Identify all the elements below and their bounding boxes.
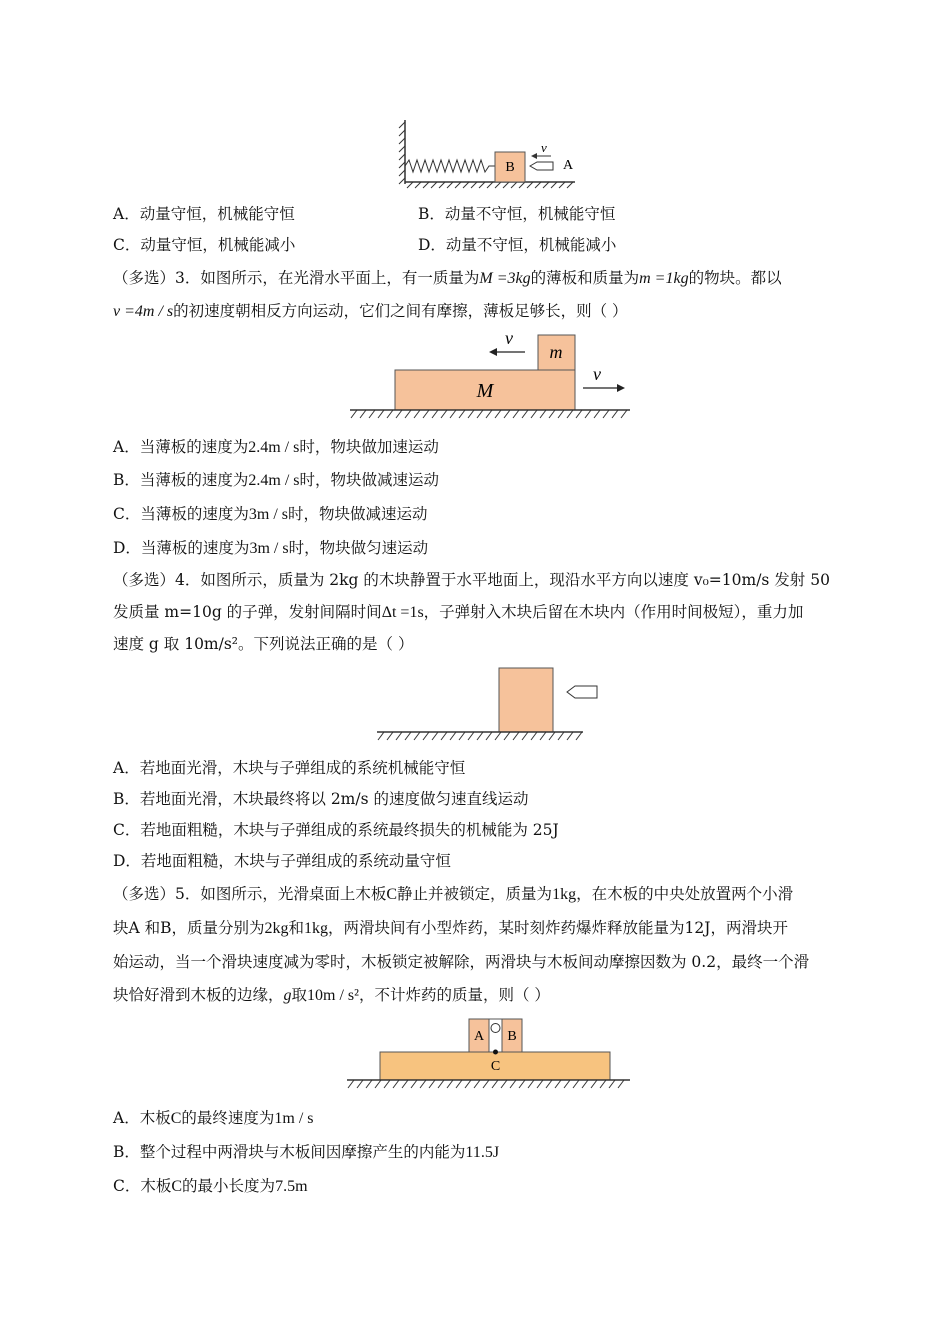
q5-option-b: B．整个过程中两滑块与木板间因摩擦产生的内能为11.5J: [113, 1143, 500, 1161]
spring: [405, 160, 495, 172]
q3-option-c: C．当薄板的速度为3m / s时，物块做减速运动: [113, 505, 428, 523]
q4-option-b: B．若地面光滑，木块最终将以 2m/s 的速度做匀速直线运动: [113, 790, 529, 808]
slider-a-label: A: [473, 1029, 485, 1044]
q4-stem-line1: （多选）4．如图所示，质量为 2kg 的木块静置于水平地面上，现沿水平方向以速度 v₀=10m/s 发射 50: [113, 571, 830, 589]
figure-q4: [375, 666, 585, 746]
q2-option-a: A．动量守恒，机械能守恒: [113, 205, 295, 223]
q5-stem-line3: 始运动，当一个滑块速度减为零时，木板锁定被解除，两滑块与木板间动摩擦因数为 0.2，最终一个滑: [113, 953, 810, 971]
velocity-right-label: v: [593, 364, 601, 384]
board-label: M: [476, 380, 494, 402]
figure-q5: [345, 1016, 635, 1092]
block-b-label: B: [505, 160, 515, 175]
q4-option-a: A．若地面光滑，木块与子弹组成的系统机械能守恒: [113, 759, 466, 777]
figure-q2: [395, 118, 585, 190]
q3-option-b: B．当薄板的速度为2.4m / s时，物块做减速运动: [113, 471, 440, 489]
bullet-a: [530, 162, 553, 170]
q5-stem-line2: 块A 和B，质量分别为2kg和1kg，两滑块间有小型炸药，某时刻炸药爆炸释放能量为12J，两滑块开: [113, 919, 788, 937]
block-label: m: [549, 342, 563, 362]
slider-b-label: B: [507, 1029, 517, 1044]
q5-option-c: C．木板C的最小长度为7.5m: [113, 1177, 308, 1195]
velocity-left-label: v: [505, 328, 513, 348]
q3-stem-line1: （多选）3．如图所示，在光滑水平面上，有一质量为M =3kg的薄板和质量为m =1kg的物块。都以: [113, 269, 782, 287]
figure-q3: [345, 330, 635, 425]
q4-stem-line2: 发质量 m=10g 的子弹，发射间隔时间Δt =1s，子弹射入木块后留在木块内（作用时间极短），重力加: [113, 603, 804, 621]
q3-option-d: D．当薄板的速度为3m / s时，物块做匀速运动: [113, 539, 429, 557]
q5-stem-line4: 块恰好滑到木板的边缘，g取10m / s²，不计炸药的质量，则（ ）: [113, 986, 550, 1004]
q2-option-b: B．动量不守恒，机械能守恒: [418, 205, 616, 223]
q4-option-d: D．若地面粗糙，木块与子弹组成的系统动量守恒: [113, 852, 451, 870]
q2-option-d: D．动量不守恒，机械能减小: [418, 236, 617, 254]
bullet-a-label: A: [563, 158, 574, 173]
q4-option-c: C．若地面粗糙，木块与子弹组成的系统最终损失的机械能为 25J: [113, 821, 559, 839]
q3-option-a: A．当薄板的速度为2.4m / s时，物块做加速运动: [113, 438, 439, 456]
board-c-label: C: [490, 1059, 501, 1074]
q4-stem-line3: 速度 g 取 10m/s²。下列说法正确的是（ ）: [113, 635, 414, 653]
q5-option-a: A．木板C的最终速度为1m / s: [113, 1109, 314, 1127]
q2-option-c: C．动量守恒，机械能减小: [113, 236, 296, 254]
velocity-label: v: [541, 140, 547, 155]
wood-block: [499, 668, 553, 732]
bullet: [567, 686, 597, 698]
q3-stem-line2: v =4m / s的初速度朝相反方向运动，它们之间有摩擦，薄板足够长，则（ ）: [113, 302, 628, 320]
q5-stem-line1: （多选）5．如图所示，光滑桌面上木板C静止并被锁定，质量为1kg，在木板的中央处放置两个小滑: [113, 885, 794, 903]
